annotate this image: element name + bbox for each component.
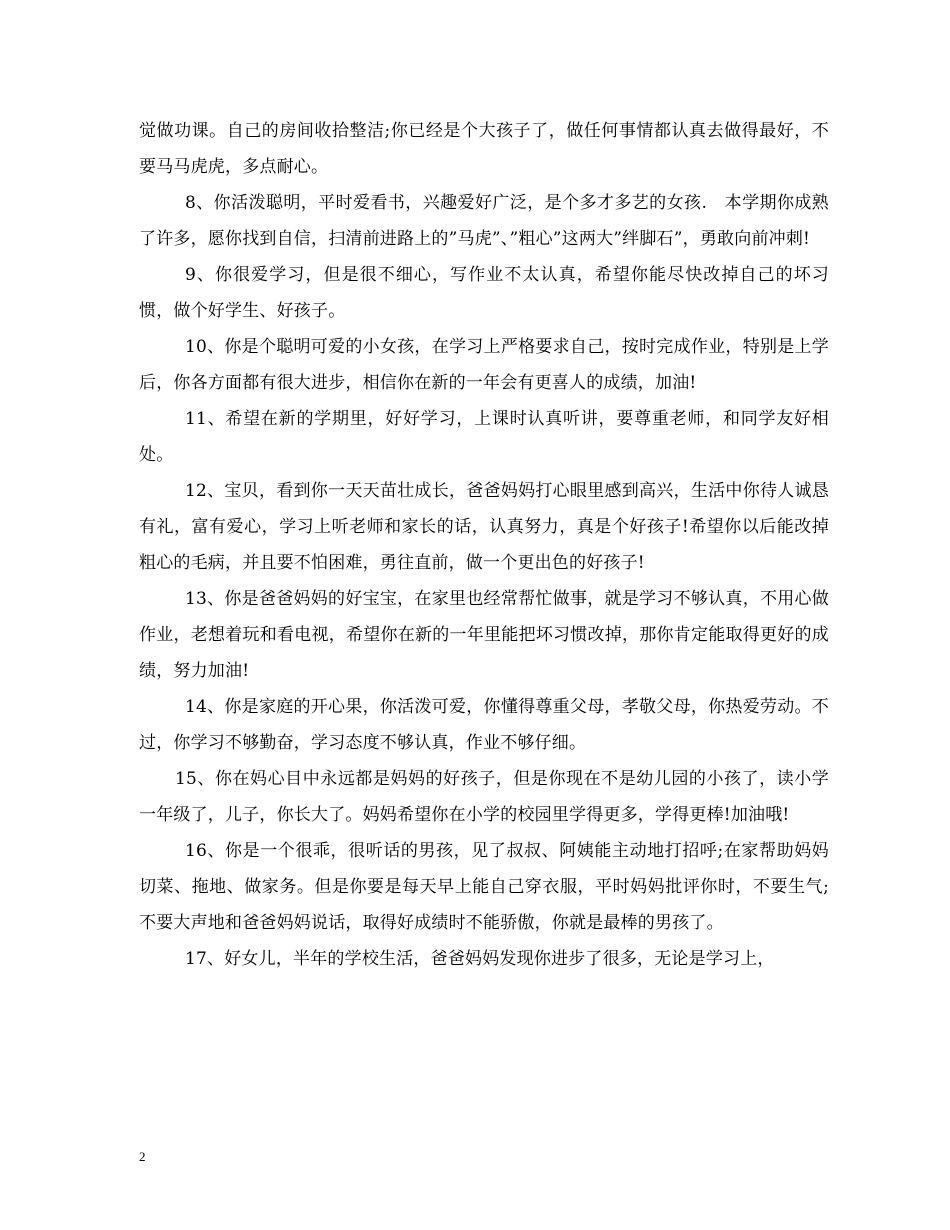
document-body <box>139 113 829 977</box>
paragraph-16: 16、你是一个很乖，很听话的男孩，见了叔叔、阿姨能主动地打招呼;在家帮助妈妈切菜、拖地、做家务。但是你要是每天早上能自己穿衣服，平时妈妈批评你时，不要生气;不要大声地和爸爸妈妈说话，取得好成绩时不能骄傲，你就是最棒的男孩了。 <box>139 841 829 933</box>
paragraph-8: 8、你活泼聪明，平时爱看书，兴趣爱好广泛，是个多才多艺的女孩. 本学期你成熟了许多，愿你找到自信，扫清前进路上的”马虎”、”粗心”这两大”绊脚石”，勇敢向前冲刺! <box>139 193 829 249</box>
paragraph-10: 10、你是个聪明可爱的小女孩，在学习上严格要求自己，按时完成作业，特别是上学后，你各方面都有很大进步，相信你在新的一年会有更喜人的成绩，加油! <box>139 337 829 393</box>
paragraph-11: 11、希望在新的学期里，好好学习，上课时认真听讲，要尊重老师，和同学友好相处。 <box>139 409 829 465</box>
paragraph-17: 17、好女儿，半年的学校生活，爸爸妈妈发现你进步了很多，无论是学习上， <box>185 949 775 969</box>
paragraph-14: 14、你是家庭的开心果，你活泼可爱，你懂得尊重父母，孝敬父母，你热爱劳动。不过，你学习不够勤奋，学习态度不够认真，作业不够仔细。 <box>139 697 829 753</box>
page-number: 2 <box>139 1149 146 1164</box>
paragraph-continued: 觉做功课。自己的房间收拾整洁;你已经是个大孩子了，做任何事情都认真去做得最好，不要马马虎虎，多点耐心。 <box>139 121 829 177</box>
paragraph-12: 12、宝贝，看到你一天天苗壮成长，爸爸妈妈打心眼里感到高兴，生活中你待人诚恳有礼，富有爱心，学习上听老师和家长的话，认真努力，真是个好孩子!希望你以后能改掉粗心的毛病，并且要不怕困难，勇往直前，做一个更出色的好孩子! <box>139 481 829 573</box>
paragraph-9: 9、你很爱学习，但是很不细心，写作业不太认真，希望你能尽快改掉自己的坏习惯，做个好学生、好孩子。 <box>139 265 829 321</box>
paragraph-13: 13、你是爸爸妈妈的好宝宝，在家里也经常帮忙做事，就是学习不够认真，不用心做作业，老想着玩和看电视，希望你在新的一年里能把坏习惯改掉，那你肯定能取得更好的成绩，努力加油! <box>139 589 829 681</box>
paragraph-15: 15、你在妈心目中永远都是妈妈的好孩子，但是你现在不是幼儿园的小孩了，读小学一年级了，儿子，你长大了。妈妈希望你在小学的校园里学得更多，学得更棒!加油哦! <box>139 769 829 825</box>
